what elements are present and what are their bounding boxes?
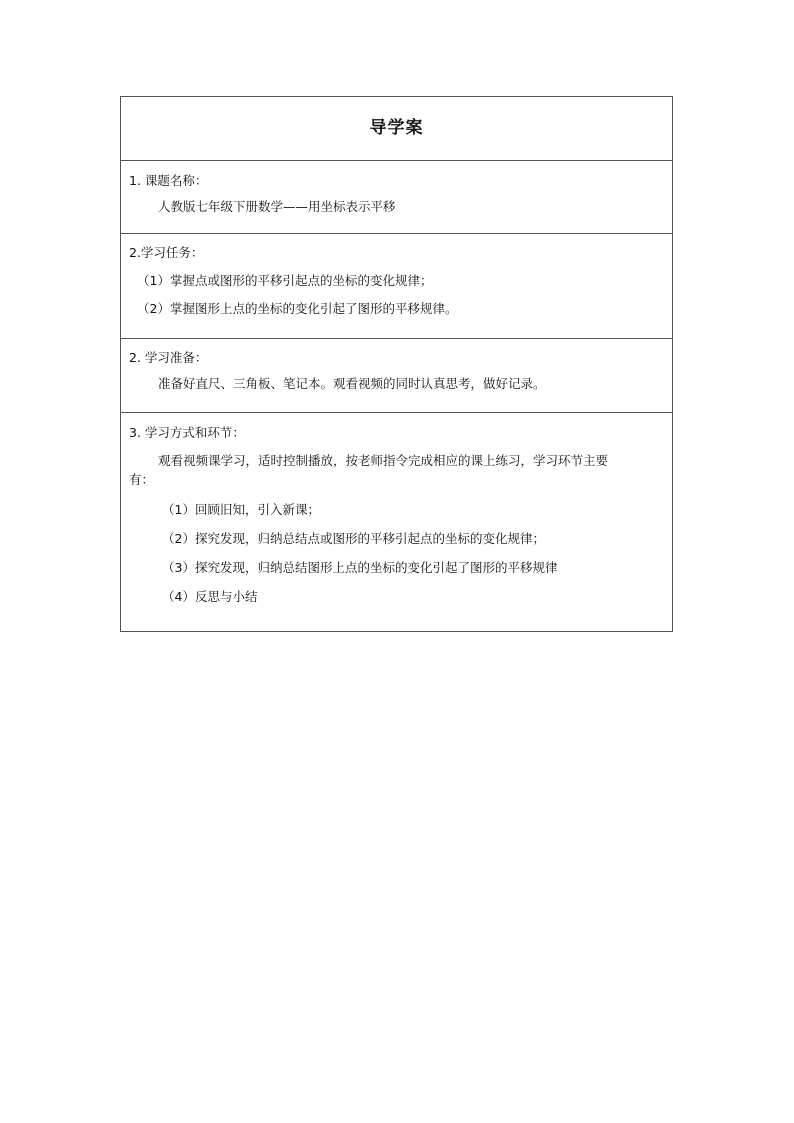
step-item: （1）回顾旧知，引入新课；: [162, 502, 320, 517]
section-body: 人教版七年级下册数学——用坐标表示平移: [158, 199, 396, 214]
document-title: 导学案: [369, 118, 424, 139]
section-methods: [121, 412, 672, 631]
step-item: （4）反思与小结: [162, 589, 258, 604]
section-heading: 2.学习任务：: [129, 245, 204, 260]
section-heading: 2. 学习准备：: [129, 350, 208, 365]
title-cell: [121, 97, 672, 160]
section-heading: 3. 学习方式和环节：: [129, 425, 245, 440]
section-body: 准备好直尺、三角板、笔记本。观看视频的同时认真思考，做好记录。: [158, 376, 546, 391]
section-topic: [121, 160, 672, 233]
step-item: （2）探究发现，归纳总结点或图形的平移引起点的坐标的变化规律；: [162, 531, 545, 546]
task-item: （1）掌握点或图形的平移引起点的坐标的变化规律；: [137, 273, 433, 288]
section-heading: 1. 课题名称：: [129, 173, 208, 188]
section-intro-continued: 有：: [129, 472, 155, 487]
task-item: （2）掌握图形上点的坐标的变化引起了图形的平移规律。: [137, 301, 458, 316]
step-item: （3）探究发现，归纳总结图形上点的坐标的变化引起了图形的平移规律: [162, 560, 558, 575]
study-guide-table: [120, 96, 673, 632]
section-intro: 观看视频课学习，适时控制播放，按老师指令完成相应的课上练习，学习环节主要: [158, 453, 609, 468]
section-tasks: [121, 233, 672, 338]
section-preparation: [121, 338, 672, 412]
